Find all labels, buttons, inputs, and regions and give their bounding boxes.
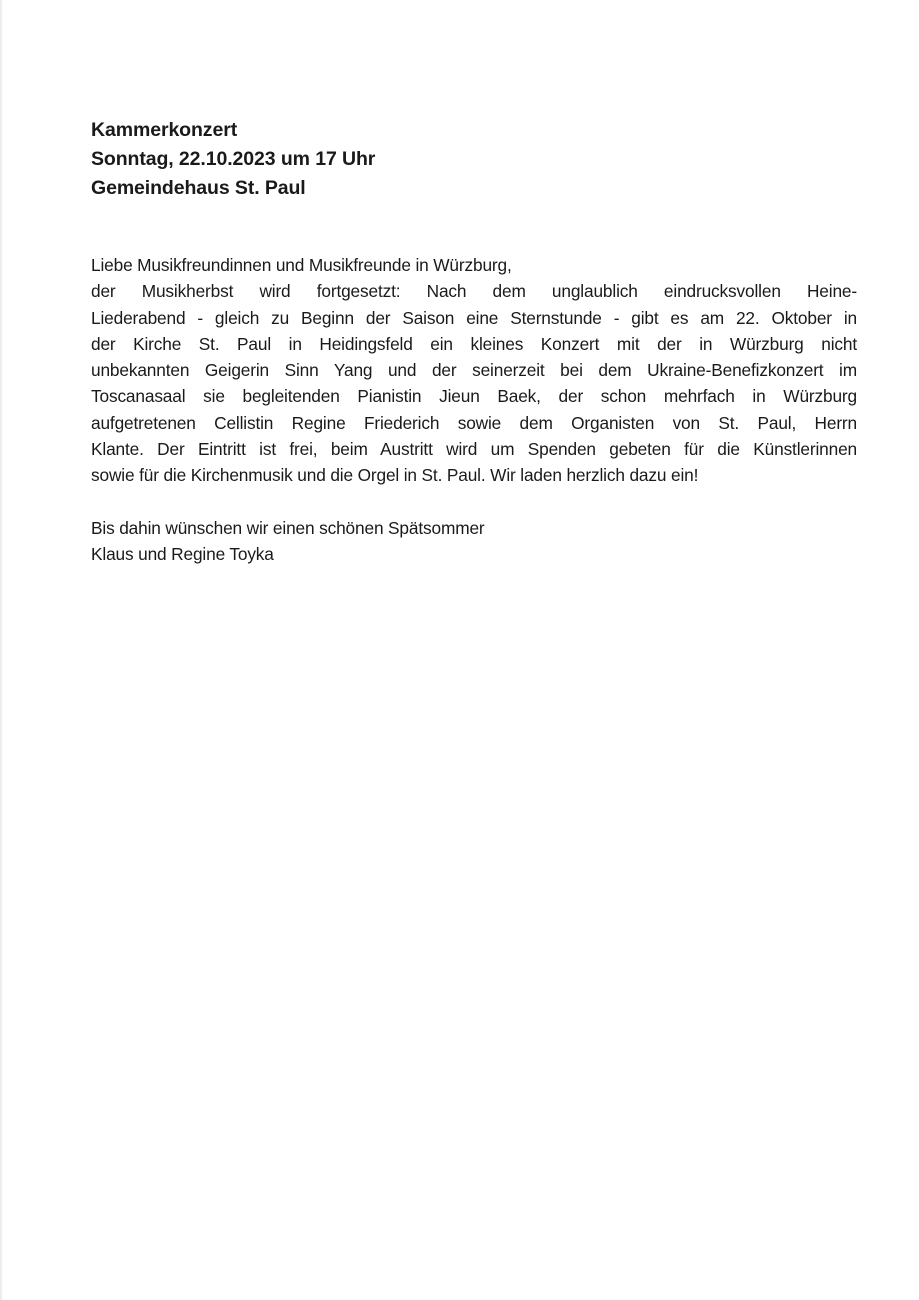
scan-edge-shadow [0, 0, 3, 1300]
letter-greeting: Liebe Musikfreundinnen und Musikfreunde in Würzburg, [91, 255, 512, 275]
paragraph-line: Klante. Der Eintritt ist frei, beim Austritt wird um Spenden gebeten für die Künstlerinnen [91, 439, 857, 460]
paragraph-line: unbekannten Geigerin Sinn Yang und der seinerzeit bei dem Ukraine-Benefizkonzert im [91, 360, 857, 381]
paragraph-line: der Kirche St. Paul in Heidingsfeld ein kleines Konzert mit der in Würzburg nicht [91, 333, 857, 354]
letter-body [91, 252, 857, 568]
event-venue: Gemeindehaus St. Paul [91, 177, 306, 199]
paragraph-line: Liederabend - gleich zu Beginn der Saison eine Sternstunde - gibt es am 22. Oktober in [91, 307, 857, 328]
paragraph-line: sowie für die Kirchenmusik und die Orgel in St. Paul. Wir laden herzlich dazu ein! [91, 465, 699, 486]
letter-closing: Bis dahin wünschen wir einen schönen Spätsommer [91, 517, 485, 538]
paragraph-line: aufgetretenen Cellistin Regine Friederich sowie dem Organisten von St. Paul, Herrn [91, 412, 857, 433]
event-title: Kammerkonzert [91, 119, 238, 141]
paragraph-gap [91, 489, 857, 515]
event-date: Sonntag, 22.10.2023 um 17 Uhr [91, 148, 376, 170]
letter-signature: Klaus und Regine Toyka [91, 544, 274, 565]
event-header [91, 116, 851, 203]
paragraph-line: Toscanasaal sie begleitenden Pianistin Jieun Baek, der schon mehrfach in Würzburg [91, 386, 857, 407]
paragraph-line: der Musikherbst wird fortgesetzt: Nach dem unglaublich eindrucksvollen Heine- [91, 281, 857, 302]
